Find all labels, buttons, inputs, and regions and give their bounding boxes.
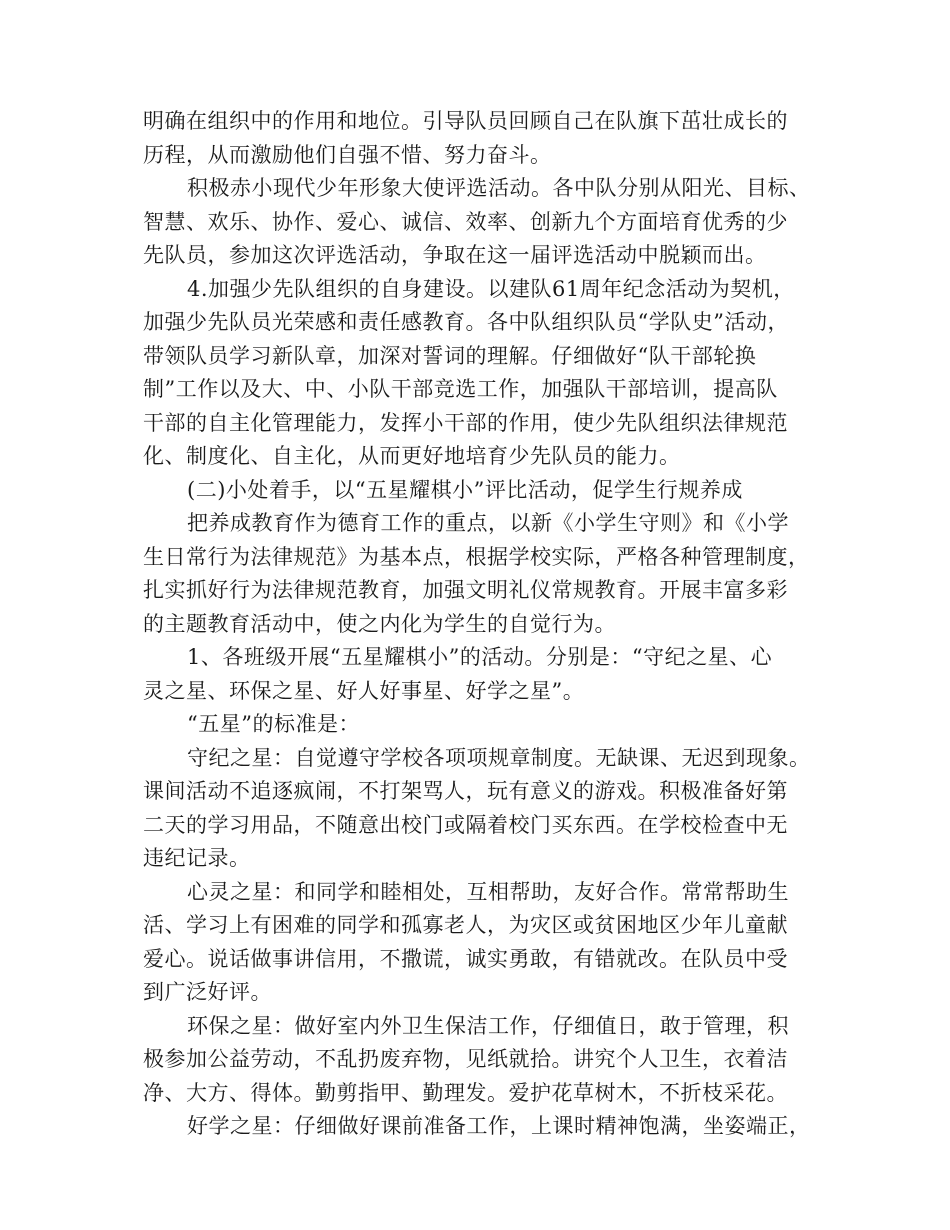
text-line: 爱心。说话做事讲信用，不撒谎，诚实勇敢，有错就改。在队员中受 (143, 946, 788, 971)
text-line: 守纪之星：自觉遵守学校各项项规章制度。无缺课、无迟到现象。 (187, 745, 811, 770)
text-line: 极参加公益劳动，不乱扔废弃物，见纸就拾。讲究个人卫生，衣着洁 (143, 1047, 788, 1071)
text-line: 二天的学习用品，不随意出校门或隔着校门买东西。在学校检查中无 (143, 812, 788, 837)
text-line: 课间活动不追逐疯闹，不打架骂人，玩有意义的游戏。积极准备好第 (143, 779, 788, 803)
text-line: 带领队员学习新队章，加深对誓词的理解。仔细做好“队干部轮换 (143, 343, 757, 368)
text-line: 历程，从而激励他们自强不惜、努力奋斗。 (143, 142, 552, 167)
text-line: 的主题教育活动中，使之内化为学生的自觉行为。 (143, 611, 616, 636)
text-line: 先队员，参加这次评选活动，争取在这一届评选活动中脱颖而出。 (143, 243, 767, 267)
text-line: 加强少先队员光荣感和责任感教育。各中队组织队员“学队史”活动， (143, 310, 789, 334)
text-line: 活、学习上有困难的同学和孤寡老人，为灾区或贫困地区少年儿童献 (143, 913, 788, 937)
text-line: 明确在组织中的作用和地位。引导队员回顾自己在队旗下茁壮成长的 (143, 109, 788, 133)
text-line: 4.加强少先队组织的自身建设。以建队61周年纪念活动为契机， (187, 276, 795, 301)
text-line: 好学之星：仔细做好课前准备工作，上课时精神饱满，坐姿端正， (187, 1114, 811, 1138)
text-line: 积极赤小现代少年形象大使评选活动。各中队分别从阳光、目标、 (187, 176, 811, 200)
text-line: 生日常行为法律规范》为基本点，根据学校实际，严格各种管理制度， (143, 544, 810, 569)
text-line: 干部的自主化管理能力，发挥小干部的作用，使少先队组织法律规范 (143, 410, 788, 435)
text-line: 到广泛好评。 (143, 980, 272, 1004)
text-line: (二)小处着手，以“五星耀棋小”评比活动，促学生行规养成 (187, 477, 743, 502)
text-line: 把养成教育作为德育工作的重点，以新《小学生守则》和《小学 (187, 511, 789, 535)
text-line: 环保之星：做好室内外卫生保洁工作，仔细值日，敢于管理，积 (187, 1013, 789, 1038)
text-line: 扎实抓好行为法律规范教育，加强文明礼仪常规教育。开展丰富多彩 (143, 578, 788, 602)
text-line: 智慧、欢乐、协作、爱心、诚信、效率、创新九个方面培育优秀的少 (143, 209, 788, 234)
text-line: 违纪记录。 (143, 846, 251, 870)
text-line: 心灵之星：和同学和睦相处，互相帮助，友好合作。常常帮助生 (187, 879, 789, 904)
text-line: 净、大方、得体。勤剪指甲、勤理发。爱护花草树木，不折枝采花。 (143, 1080, 788, 1105)
text-line: 化、制度化、自主化，从而更好地培育少先队员的能力。 (143, 444, 681, 468)
text-line: “五星”的标准是： (187, 712, 360, 736)
text-line: 制”工作以及大、中、小队干部竞选工作，加强队干部培训，提高队 (143, 377, 778, 401)
text-line: 灵之星、环保之星、好人好事星、好学之星”。 (143, 678, 585, 703)
document-body (143, 105, 811, 1144)
text-line: 1、各班级开展“五星耀棋小”的活动。分别是：“守纪之星、心 (187, 645, 773, 669)
